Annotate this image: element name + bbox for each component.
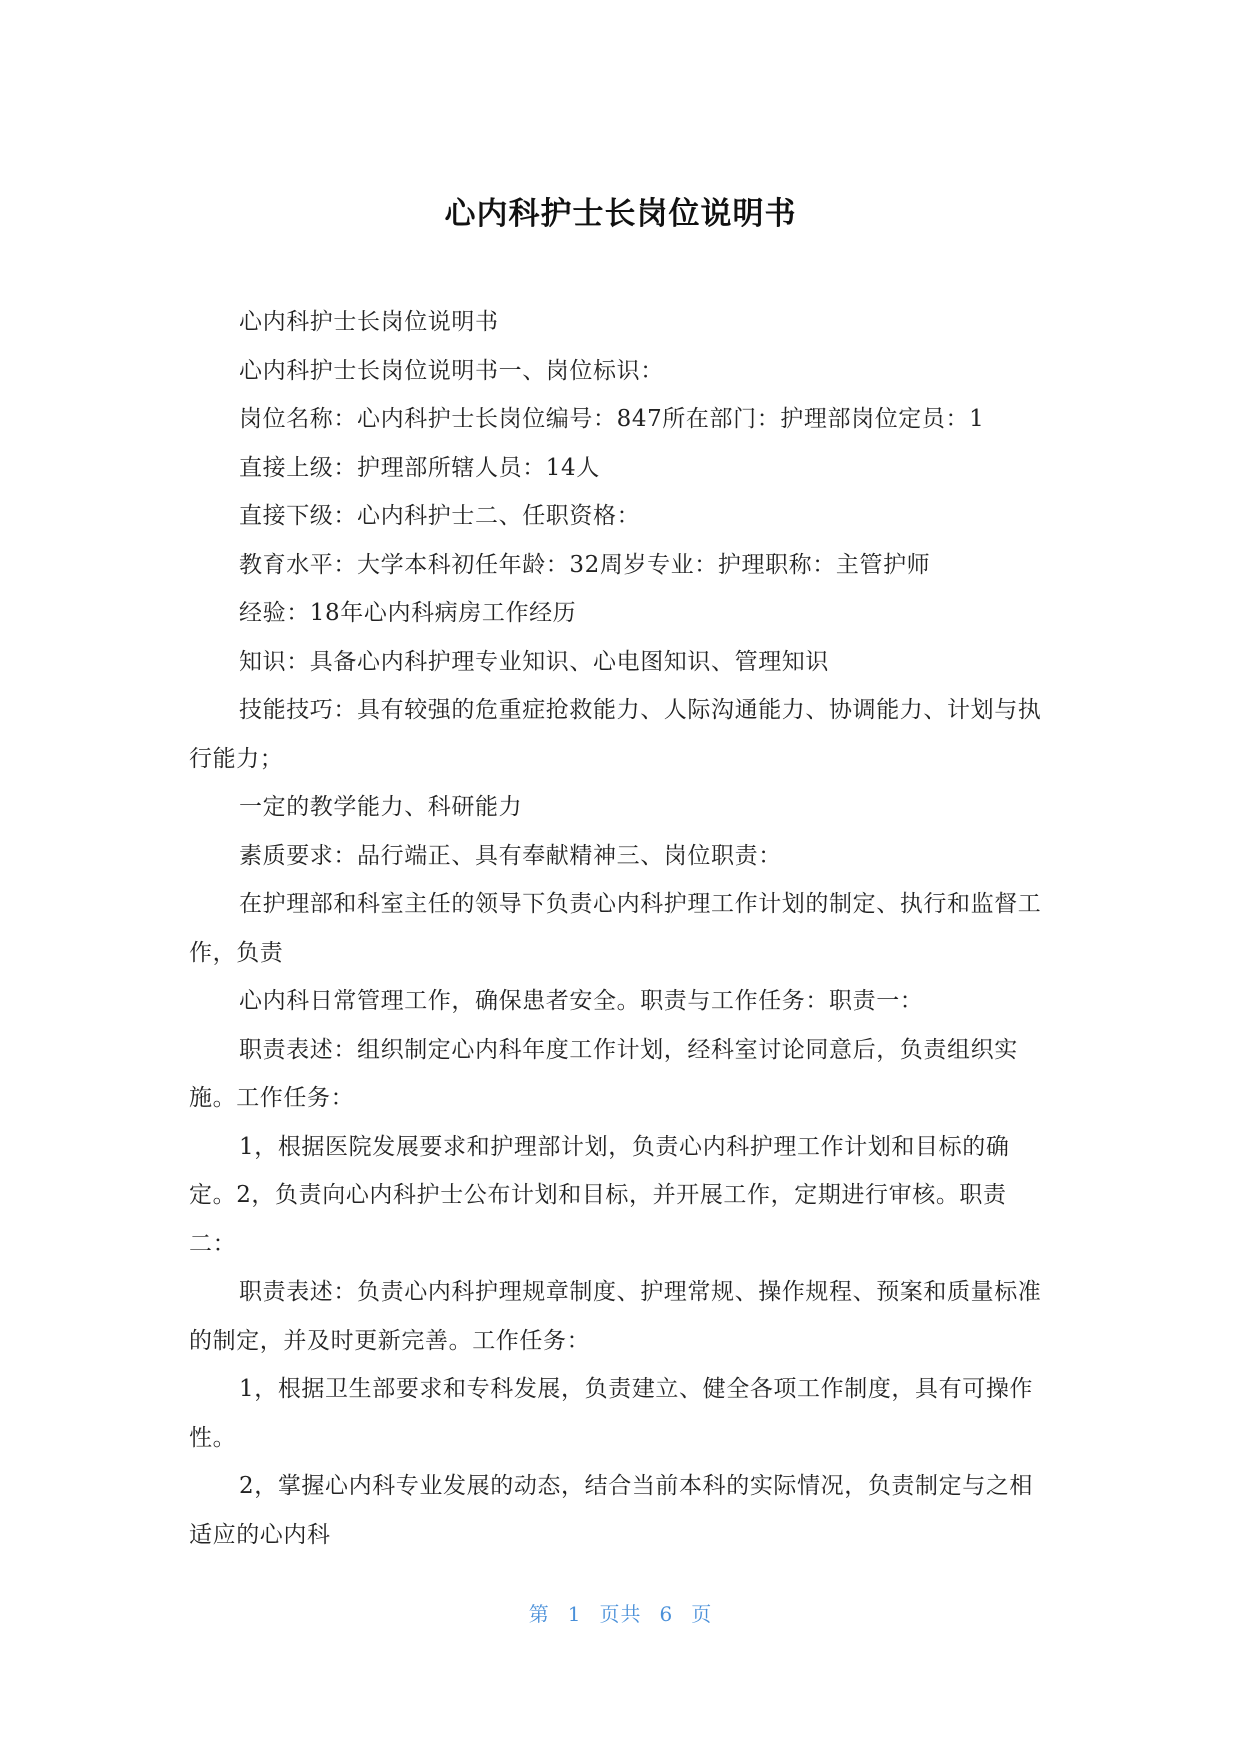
paragraph: 1，根据卫生部要求和专科发展，负责建立、健全各项工作制度，具有可操作性。 [189,1376,1034,1451]
paragraph: 心内科护士长岗位说明书 [239,309,499,335]
paragraph: 职责表述：组织制定心内科年度工作计划，经科室讨论同意后，负责组织实施。工作任务： [189,1036,1018,1111]
footer-suffix: 页 [691,1602,713,1626]
footer-prefix: 第 [528,1602,550,1626]
paragraph: 教育水平：大学本科初任年龄：32周岁专业：护理职称：主管护师 [239,551,931,578]
paragraph: 直接上级：护理部所辖人员：14人 [239,454,600,481]
document-title: 心内科护士长岗位说明书 [444,196,797,232]
paragraph: 职责表述：负责心内科护理规章制度、护理常规、操作规程、预案和质量标准的制定，并及时更新完善。工作任务： [189,1279,1042,1354]
document-body [189,298,1051,1559]
paragraph: 技能技巧：具有较强的危重症抢救能力、人际沟通能力、协调能力、计划与执行能力； [189,697,1042,772]
footer-total-pages: 6 [659,1602,674,1626]
paragraph: 知识：具备心内科护理专业知识、心电图知识、管理知识 [239,648,829,675]
paragraph: 1，根据医院发展要求和护理部计划，负责心内科护理工作计划和目标的确定。2，负责向心内科护士公布计划和目标，并开展工作，定期进行审核。职责二： [189,1133,1010,1257]
paragraph: 直接下级：心内科护士二、任职资格： [239,503,641,529]
paragraph: 在护理部和科室主任的领导下负责心内科护理工作计划的制定、执行和监督工作，负责 [189,891,1042,966]
paragraph: 经验：18年心内科病房工作经历 [239,600,577,626]
paragraph: 岗位名称：心内科护士长岗位编号：847所在部门：护理部岗位定员：1 [239,406,985,432]
footer-current-page: 1 [567,1602,582,1626]
paragraph: 素质要求：品行端正、具有奉献精神三、岗位职责： [239,842,782,869]
footer-middle: 页共 [599,1602,642,1626]
page-footer [0,1598,1241,1627]
paragraph: 一定的教学能力、科研能力 [239,794,523,820]
paragraph: 2，掌握心内科专业发展的动态，结合当前本科的实际情况，负责制定与之相适应的心内科 [189,1473,1034,1548]
paragraph: 心内科日常管理工作，确保患者安全。职责与工作任务：职责一： [239,988,924,1014]
paragraph: 心内科护士长岗位说明书一、岗位标识： [239,357,664,384]
